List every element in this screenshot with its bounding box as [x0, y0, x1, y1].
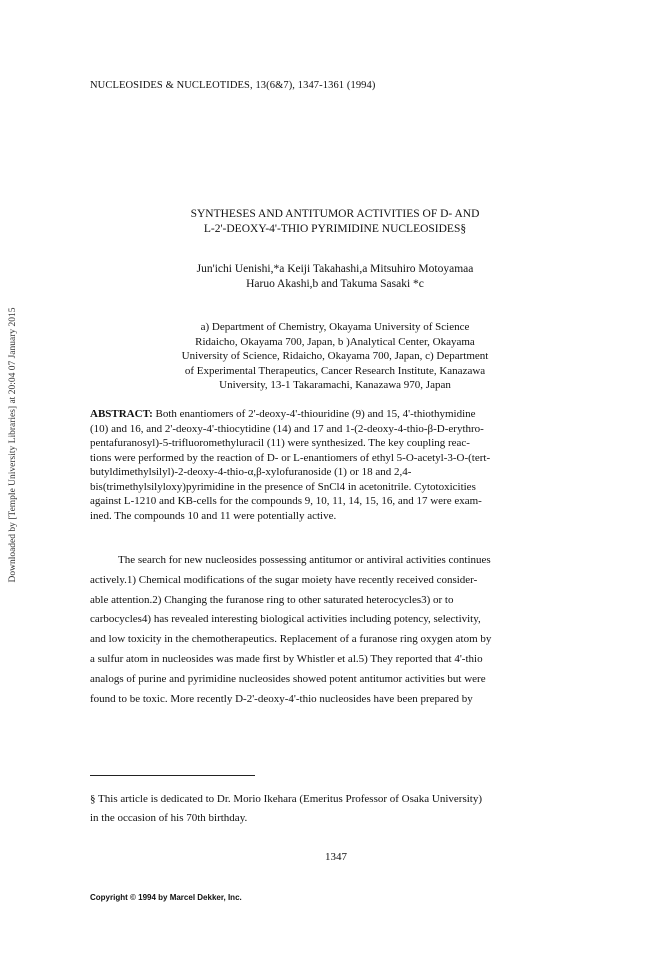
affiliation-line: of Experimental Therapeutics, Cancer Research Institute, Kanazawa	[184, 364, 486, 377]
abstract-label: ABSTRACT:	[90, 408, 153, 420]
footnote	[90, 790, 576, 828]
abstract-line: tions were performed by the reaction of D- or L-enantiomers of ethyl 5-O-acetyl-3-O-(tert-	[90, 451, 491, 464]
abstract-line: bis(trimethylsilyloxy)pyrimidine in the presence of SnCl4 in acetonitrile. Cytotoxicities	[90, 480, 476, 493]
title-line: L-2'-DEOXY-4'-THIO PYRIMIDINE NUCLEOSIDES§	[203, 223, 467, 235]
abstract-line	[90, 407, 576, 422]
body-line: analogs of purine and pyrimidine nucleosides showed potent antitumor activities but were	[90, 672, 486, 685]
affiliation-line: a) Department of Chemistry, Okayama University of Science	[200, 321, 470, 333]
download-watermark	[6, 250, 20, 640]
abstract-text: Both enantiomers of 2'-deoxy-4'-thiouridine (9) and 15, 4'-thiothymidine	[155, 408, 476, 420]
abstract-line: pentafuranosyl)-5-trifluoromethyluracil (11) were synthesized. The key coupling reac-	[90, 437, 470, 449]
affiliation-line: Ridaicho, Okayama 700, Japan, b )Analytical Center, Okayama	[195, 335, 475, 348]
abstract-line: against L-1210 and KB-cells for the compounds 9, 10, 11, 14, 15, 16, and 17 were exam-	[90, 495, 482, 507]
abstract-line: ined. The compounds 10 and 11 were potentially active.	[90, 509, 337, 522]
body-paragraph	[90, 551, 576, 709]
abstract	[90, 407, 576, 523]
body-line: able attention.2) Changing the furanose ring to other saturated heterocycles3) or to	[90, 593, 454, 606]
author-line: Jun'ichi Uenishi,*a Keiji Takahashi,a Mitsuhiro Motoyamaa	[196, 263, 474, 275]
download-watermark-text: Downloaded by [Temple University Libraries] at 20:04 07 January 2015	[8, 307, 18, 583]
affiliation-line: University of Science, Ridaicho, Okayama 700, Japan, c) Department	[181, 350, 489, 362]
affiliation-line: University, 13-1 Takaramachi, Kanazawa 970, Japan	[219, 379, 451, 391]
abstract-line: (10) and 16, and 2'-deoxy-4'-thiocytidine (14) and 17 and 1-(2-deoxy-4-thio-β-D-erythro-	[90, 422, 484, 435]
body-line: The search for new nucleosides possessing antitumor or antiviral activities continues	[118, 554, 491, 566]
page-number: 1347	[325, 851, 347, 863]
footnote-line: in the occasion of his 70th birthday.	[90, 812, 248, 824]
journal-header: NUCLEOSIDES & NUCLEOTIDES, 13(6&7), 1347-1361 (1994)	[90, 80, 376, 91]
copyright-notice: Copyright © 1994 by Marcel Dekker, Inc.	[90, 893, 242, 902]
author-line: Haruo Akashi,b and Takuma Sasaki *c	[246, 278, 424, 290]
article-title	[120, 207, 550, 237]
body-line: actively.1) Chemical modifications of the sugar moiety have recently received consider-	[90, 573, 478, 586]
body-line: and low toxicity in the chemotherapeutics. Replacement of a furanose ring oxygen atom by	[90, 633, 492, 646]
body-line: a sulfur atom in nucleosides was made first by Whistler et al.5) They reported that 4'-thio	[90, 652, 483, 665]
body-line: found to be toxic. More recently D-2'-deoxy-4'-thio nucleosides have been prepared by	[90, 692, 473, 705]
affiliations	[110, 320, 560, 393]
footnote-divider	[90, 775, 255, 776]
author-list	[120, 262, 550, 292]
footnote-line: § This article is dedicated to Dr. Morio Ikehara (Emeritus Professor of Osaka University)	[90, 793, 483, 805]
title-line: SYNTHESES AND ANTITUMOR ACTIVITIES OF D- AND	[190, 208, 480, 220]
body-line: carbocycles4) has revealed interesting biological activities including potency, selectivity,	[90, 613, 481, 626]
abstract-line: butyldimethylsilyl)-2-deoxy-4-thio-α,β-xylofuranoside (1) or 18 and 2,4-	[90, 466, 412, 478]
